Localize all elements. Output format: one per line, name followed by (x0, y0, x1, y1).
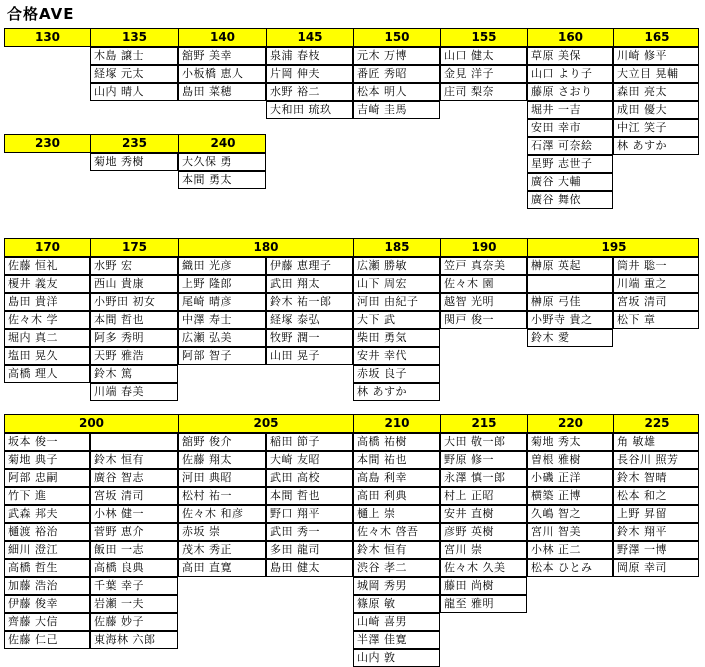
score-header-row (4, 414, 699, 433)
student-name-cell: 飯田 一志 (90, 541, 178, 559)
student-name-cell: 大下 武 (353, 311, 440, 329)
student-name-cell: 大田 敬一郎 (440, 433, 527, 451)
student-name-cell: 関戸 俊一 (440, 311, 527, 329)
student-name-cell: 鈴木 恒有 (90, 451, 178, 469)
student-name-cell: 安井 幸代 (353, 347, 440, 365)
student-name-cell: 千葉 幸子 (90, 577, 178, 595)
student-name-cell: 松本 和之 (613, 487, 699, 505)
student-name-cell: 林 あすか (613, 137, 699, 155)
student-name-cell: 本間 祐也 (353, 451, 440, 469)
student-name-cell: 織田 光彦 (178, 257, 266, 275)
student-name-cell: 経塚 泰弘 (266, 311, 353, 329)
student-name-cell: 宮川 崇 (440, 541, 527, 559)
student-name-cell: 高橋 良典 (90, 559, 178, 577)
student-name-cell: 佐藤 仁己 (4, 631, 90, 649)
score-label: 180 (179, 239, 354, 256)
student-name-cell: 小林 正二 (527, 541, 613, 559)
score-label: 155 (441, 29, 528, 46)
student-name-cell: 川崎 修平 (613, 47, 699, 65)
student-name-cell: 伊藤 恵理子 (266, 257, 353, 275)
student-name-cell: 永澤 慎一郎 (440, 469, 527, 487)
student-name-cell: 佐藤 翔太 (178, 451, 266, 469)
student-name-cell: 宮川 智美 (527, 523, 613, 541)
student-name-cell: 榊原 弓佳 (527, 293, 613, 311)
student-name-cell: 武森 邦夫 (4, 505, 90, 523)
student-name-cell: 松村 祐一 (178, 487, 266, 505)
student-name-cell: 藤原 さおり (527, 83, 613, 101)
page-title: 合格AVE (7, 5, 75, 23)
student-name-cell: 武田 翔太 (266, 275, 353, 293)
student-name-cell: 半澤 佳寛 (353, 631, 440, 649)
student-name-cell: 廣谷 大輔 (527, 173, 613, 191)
student-name-cell: 武田 高校 (266, 469, 353, 487)
student-name-cell: 山崎 喜男 (353, 613, 440, 631)
student-name-cell: 竹下 進 (4, 487, 90, 505)
student-name-cell: 島田 健太 (266, 559, 353, 577)
student-name-cell: 川端 重之 (613, 275, 699, 293)
student-name-cell: 伊藤 俊幸 (4, 595, 90, 613)
student-name-cell: 鈴木 祐一郎 (266, 293, 353, 311)
student-name-cell: 菅野 恵介 (90, 523, 178, 541)
student-name-cell: 赤坂 崇 (178, 523, 266, 541)
score-label: 200 (5, 415, 179, 432)
student-name-cell: 廣谷 舞依 (527, 191, 613, 209)
student-name-cell: 舘野 俊介 (178, 433, 266, 451)
score-label: 130 (5, 29, 91, 46)
student-name-cell: 高橋 祐樹 (353, 433, 440, 451)
score-label: 230 (5, 135, 91, 152)
student-name-cell: 佐々木 園 (440, 275, 527, 293)
student-name-cell: 阿多 秀明 (90, 329, 178, 347)
student-name-cell: 金見 洋子 (440, 65, 527, 83)
student-name-cell: 野口 翔平 (266, 505, 353, 523)
student-name-cell: 広瀬 勝敏 (353, 257, 440, 275)
student-name-cell: 木島 譲士 (90, 47, 178, 65)
student-name-cell: 庄司 梨奈 (440, 83, 527, 101)
student-name-cell: 菊地 秀太 (527, 433, 613, 451)
score-label: 240 (210, 136, 236, 150)
student-name-cell: 岩瀬 一夫 (90, 595, 178, 613)
student-name-cell: 細川 澄江 (4, 541, 90, 559)
student-name-cell: 菊地 典子 (4, 451, 90, 469)
student-name-cell: 島田 菜穂 (178, 83, 266, 101)
student-name-cell: 小野田 初女 (90, 293, 178, 311)
student-name-cell: 角 敏雄 (613, 433, 699, 451)
student-name-cell: 彦野 英樹 (440, 523, 527, 541)
score-label: 205 (179, 415, 354, 432)
student-name-cell: 龍至 雅明 (440, 595, 527, 613)
student-name-cell: 小野寺 貴之 (527, 311, 613, 329)
student-name-cell: 上野 昇留 (613, 505, 699, 523)
student-name-cell: 渋谷 孝二 (353, 559, 440, 577)
student-name-cell: 東海林 六郎 (90, 631, 178, 649)
score-label: 135 (91, 29, 179, 46)
student-name-cell: 高島 利幸 (353, 469, 440, 487)
student-name-cell: 石澤 可奈絵 (527, 137, 613, 155)
student-name-cell: 岡原 幸司 (613, 559, 699, 577)
student-name-cell: 佐々木 和彦 (178, 505, 266, 523)
student-name-cell: 樋上 崇 (353, 505, 440, 523)
student-name-cell: 武田 秀一 (266, 523, 353, 541)
student-name-cell: 長谷川 照芳 (613, 451, 699, 469)
student-name-cell: 大和田 琉玖 (266, 101, 353, 119)
student-name-cell: 笠戸 真奈美 (440, 257, 527, 275)
student-name-cell: 小板橋 恵人 (178, 65, 266, 83)
student-name-cell: 堀内 真二 (4, 329, 90, 347)
student-name-cell: 堀井 一吉 (527, 101, 613, 119)
student-name-cell: 高田 直寛 (178, 559, 266, 577)
score-label: 175 (91, 239, 179, 256)
student-name-cell: 佐々木 学 (4, 311, 90, 329)
student-name-cell: 阿部 忠嗣 (4, 469, 90, 487)
student-name-cell: 高田 利典 (353, 487, 440, 505)
student-name-cell: 高橋 理人 (4, 365, 90, 383)
student-name-cell: 鈴木 篤 (90, 365, 178, 383)
student-name-cell: 篠原 敏 (353, 595, 440, 613)
student-name-cell: 経塚 元太 (90, 65, 178, 83)
student-name-cell: 水野 宏 (90, 257, 178, 275)
student-name-cell: 廣谷 智志 (90, 469, 178, 487)
student-name-cell: 大立目 晃輔 (613, 65, 699, 83)
student-name-cell: 元木 万博 (353, 47, 440, 65)
student-name-cell: 大崎 友昭 (266, 451, 353, 469)
student-name-cell: 茂木 秀正 (178, 541, 266, 559)
student-name-cell: 山口 より子 (527, 65, 613, 83)
student-name-cell: 草原 美保 (527, 47, 613, 65)
student-name-cell: 佐々木 啓吾 (353, 523, 440, 541)
student-name-cell: 中澤 寿士 (178, 311, 266, 329)
student-name-cell: 尾崎 晴彦 (178, 293, 266, 311)
student-name-cell: 小磯 正洋 (527, 469, 613, 487)
score-label: 150 (354, 29, 441, 46)
student-name-cell: 山口 健太 (440, 47, 527, 65)
score-label: 215 (441, 415, 528, 432)
student-name-cell: 河田 典昭 (178, 469, 266, 487)
score-label: 140 (179, 29, 267, 46)
student-name-cell: 佐藤 妙子 (90, 613, 178, 631)
student-name-cell: 佐々木 久美 (440, 559, 527, 577)
score-label: 210 (354, 415, 441, 432)
student-name-cell: 泉浦 春枝 (266, 47, 353, 65)
student-name-cell: 越智 光明 (440, 293, 527, 311)
student-name-cell: 赤坂 良子 (353, 365, 440, 383)
student-name-cell: 稲田 節子 (266, 433, 353, 451)
student-name-cell: 安井 直樹 (440, 505, 527, 523)
score-header-row (4, 134, 266, 153)
student-name-cell: 成田 優大 (613, 101, 699, 119)
student-name-cell: 本間 哲也 (266, 487, 353, 505)
student-name-cell: 片岡 伸夫 (266, 65, 353, 83)
student-name-cell: 鈴木 翔平 (613, 523, 699, 541)
student-name-cell: 小林 健一 (90, 505, 178, 523)
student-name-cell: 上野 隆郎 (178, 275, 266, 293)
student-name-cell: 本間 哲也 (90, 311, 178, 329)
student-name-cell: 松本 ひとみ (527, 559, 613, 577)
score-label: 145 (267, 29, 354, 46)
student-name-cell (90, 433, 178, 451)
student-name-cell: 水野 裕二 (266, 83, 353, 101)
student-name-cell: 樋渡 裕治 (4, 523, 90, 541)
score-label: 170 (5, 239, 91, 256)
student-name-cell: 菊地 秀樹 (90, 153, 178, 171)
student-name-cell: 鈴木 恒有 (353, 541, 440, 559)
student-name-cell: 藤田 尚樹 (440, 577, 527, 595)
score-label: 165 (644, 30, 670, 44)
student-name-cell: 野澤 一博 (613, 541, 699, 559)
student-name-cell: 広瀬 弘美 (178, 329, 266, 347)
student-name-cell: 佐藤 恒礼 (4, 257, 90, 275)
student-name-cell: 番匠 秀昭 (353, 65, 440, 83)
student-name-cell: 河田 由紀子 (353, 293, 440, 311)
student-name-cell: 横築 正博 (527, 487, 613, 505)
score-label: 190 (441, 239, 528, 256)
student-name-cell: 森田 亮太 (613, 83, 699, 101)
score-label: 195 (601, 240, 627, 254)
score-label: 220 (528, 415, 614, 432)
score-header-row (4, 28, 699, 47)
student-name-cell: 川端 春美 (90, 383, 178, 401)
student-name-cell: 野原 修一 (440, 451, 527, 469)
student-name-cell: 牧野 潤一 (266, 329, 353, 347)
student-name-cell: 山内 晴人 (90, 83, 178, 101)
student-name-cell: 天野 雅浩 (90, 347, 178, 365)
student-name-cell: 島田 貴洋 (4, 293, 90, 311)
student-name-cell: 久嶋 智之 (527, 505, 613, 523)
student-name-cell: 榊原 英起 (527, 257, 613, 275)
student-name-cell: 林 あすか (353, 383, 440, 401)
score-label: 185 (354, 239, 441, 256)
student-name-cell: 中江 笑子 (613, 119, 699, 137)
score-label: 225 (644, 416, 670, 430)
student-name-cell: 鈴木 愛 (527, 329, 613, 347)
student-name-cell: 塩田 晃久 (4, 347, 90, 365)
student-name-cell: 城岡 秀男 (353, 577, 440, 595)
student-name-cell: 西山 貴康 (90, 275, 178, 293)
student-name-cell: 山内 敦 (353, 649, 440, 667)
student-name-cell: 柴田 勇気 (353, 329, 440, 347)
student-name-cell: 大久保 勇 (178, 153, 266, 171)
student-name-cell: 山下 周宏 (353, 275, 440, 293)
student-name-cell: 鈴木 智晴 (613, 469, 699, 487)
student-name-cell: 吉崎 圭馬 (353, 101, 440, 119)
student-name-cell: 多田 龍司 (266, 541, 353, 559)
student-name-cell: 村上 正昭 (440, 487, 527, 505)
student-name-cell: 松本 明人 (353, 83, 440, 101)
student-name-cell: 本間 勇太 (178, 171, 266, 189)
student-name-cell: 舘野 美幸 (178, 47, 266, 65)
score-header-row (4, 238, 699, 257)
student-name-cell: 坂本 俊一 (4, 433, 90, 451)
student-name-cell: 山田 晃子 (266, 347, 353, 365)
student-name-cell: 高橋 哲生 (4, 559, 90, 577)
student-name-cell: 宮坂 清司 (90, 487, 178, 505)
student-name-cell: 星野 志世子 (527, 155, 613, 173)
student-name-cell: 安田 幸市 (527, 119, 613, 137)
student-name-cell: 筒井 聡一 (613, 257, 699, 275)
student-name-cell: 阿部 智子 (178, 347, 266, 365)
student-name-cell (527, 275, 613, 293)
student-name-cell: 曽根 雅樹 (527, 451, 613, 469)
student-name-cell: 松下 章 (613, 311, 699, 329)
score-label: 235 (91, 135, 179, 152)
score-label: 160 (528, 29, 614, 46)
student-name-cell: 宮坂 清司 (613, 293, 699, 311)
student-name-cell: 加藤 浩治 (4, 577, 90, 595)
student-name-cell: 榎井 義友 (4, 275, 90, 293)
student-name-cell: 齊藤 大信 (4, 613, 90, 631)
